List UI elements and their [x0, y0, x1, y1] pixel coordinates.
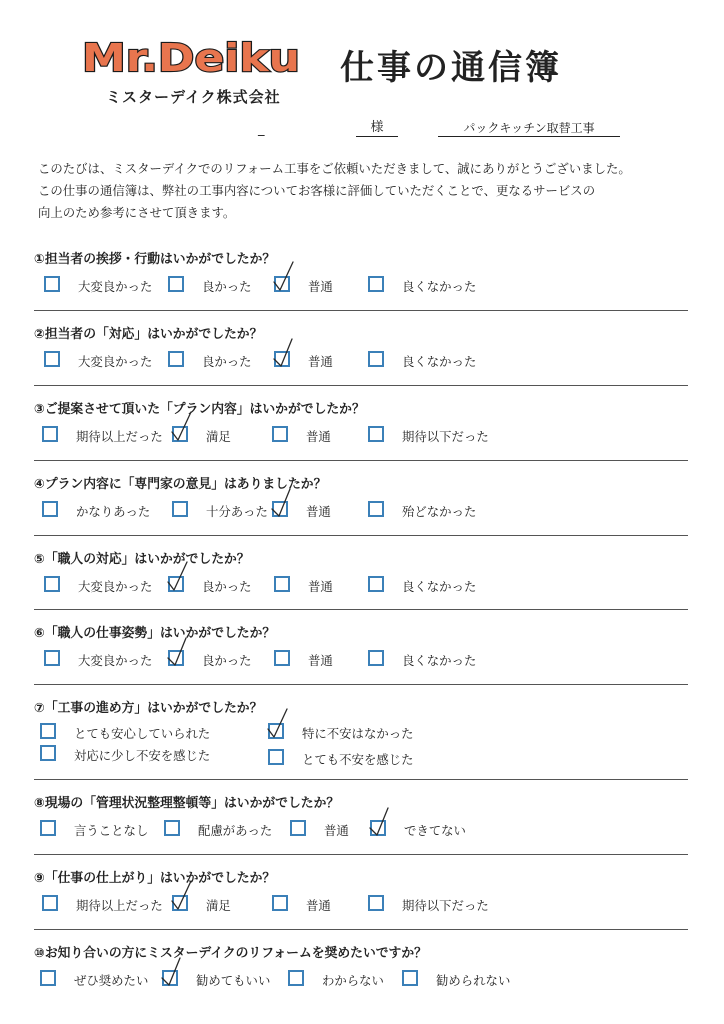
checkbox-icon[interactable]: [272, 426, 288, 442]
option-label: 十分あった: [206, 504, 268, 519]
page-title: 仕事の通信簿: [340, 48, 562, 88]
check-mark-icon: [368, 804, 392, 840]
checkbox-icon[interactable]: [272, 895, 288, 911]
checkbox-icon[interactable]: [42, 895, 58, 911]
checkbox-icon[interactable]: [290, 820, 306, 836]
checkbox-icon[interactable]: [268, 749, 284, 765]
option-label: 期待以下だった: [402, 429, 489, 444]
checkbox-icon[interactable]: [44, 576, 60, 592]
option-label: 言うことなし: [74, 823, 149, 838]
checkbox-icon[interactable]: [40, 723, 56, 739]
work-name: パックキッチン取替工事: [438, 120, 620, 137]
option-label: かなりあった: [76, 504, 151, 519]
option-label: ぜひ奨めたい: [74, 973, 149, 988]
option-label: 対応に少し不安を感じた: [74, 748, 211, 763]
checkbox-icon[interactable]: [168, 276, 184, 292]
option-label: 大変良かった: [78, 579, 153, 594]
check-mark-icon: [266, 707, 290, 743]
option-label: 満足: [206, 429, 231, 444]
section-divider: [34, 460, 688, 461]
option-label: 特に不安はなかった: [302, 726, 414, 741]
option-label: とても安心していられた: [74, 726, 211, 741]
section-divider: [34, 609, 688, 610]
check-mark-icon: [272, 335, 296, 371]
option-label: わからない: [322, 973, 384, 988]
option-label: 普通: [308, 279, 333, 294]
option-label: 期待以下だった: [402, 898, 489, 913]
customer-honorific: 様: [356, 120, 398, 137]
checkbox-icon[interactable]: [172, 501, 188, 517]
option-label: 良くなかった: [402, 653, 477, 668]
option-label: 殆どなかった: [402, 504, 477, 519]
question-7: ⑦「工事の進め方」はいかがでしたか？: [34, 701, 263, 716]
option-label: 良かった: [202, 579, 252, 594]
checkbox-icon[interactable]: [42, 426, 58, 442]
customer-name-blank: _: [258, 122, 265, 137]
option-label: 良かった: [202, 653, 252, 668]
check-mark-icon: [166, 560, 190, 596]
intro-line: 向上のため参考にさせて頂きます。: [38, 205, 236, 220]
option-label: 良くなかった: [402, 279, 477, 294]
option-label: 大変良かった: [78, 354, 153, 369]
option-label: 普通: [308, 579, 333, 594]
checkbox-icon[interactable]: [288, 970, 304, 986]
option-label: 普通: [306, 429, 331, 444]
checkbox-icon[interactable]: [42, 501, 58, 517]
option-label: 配慮があった: [198, 823, 273, 838]
checkbox-icon[interactable]: [368, 650, 384, 666]
question-1: ①担当者の挨拶・行動はいかがでしたか？: [34, 252, 276, 267]
checkbox-icon[interactable]: [40, 820, 56, 836]
section-divider: [34, 779, 688, 780]
checkbox-icon[interactable]: [40, 970, 56, 986]
option-label: 普通: [306, 504, 331, 519]
checkbox-icon[interactable]: [274, 650, 290, 666]
section-divider: [34, 854, 688, 855]
option-label: 良くなかった: [402, 579, 477, 594]
check-mark-icon: [160, 954, 184, 990]
section-divider: [34, 535, 688, 536]
option-label: 良かった: [202, 354, 252, 369]
check-mark-icon: [166, 634, 190, 670]
section-divider: [34, 684, 688, 685]
check-mark-icon: [272, 260, 296, 296]
section-divider: [34, 385, 688, 386]
option-label: 期待以上だった: [76, 429, 163, 444]
checkbox-icon[interactable]: [402, 970, 418, 986]
checkbox-icon[interactable]: [368, 501, 384, 517]
checkbox-icon[interactable]: [368, 426, 384, 442]
option-label: 普通: [324, 823, 349, 838]
option-label: 大変良かった: [78, 279, 153, 294]
mr-deiku-logo: [78, 34, 304, 80]
question-9: ⑨「仕事の仕上がり」はいかがでしたか？: [34, 871, 276, 886]
option-label: 期待以上だった: [76, 898, 163, 913]
option-label: 良かった: [202, 279, 252, 294]
checkbox-icon[interactable]: [44, 351, 60, 367]
section-divider: [34, 310, 688, 311]
checkbox-icon[interactable]: [164, 820, 180, 836]
intro-text: [38, 158, 698, 224]
option-label: 普通: [308, 653, 333, 668]
checkbox-icon[interactable]: [40, 745, 56, 761]
checkbox-icon[interactable]: [368, 276, 384, 292]
option-label: 満足: [206, 898, 231, 913]
option-label: できてない: [404, 823, 466, 838]
question-8: ⑧現場の「管理状況整理整頓等」はいかがでしたか？: [34, 796, 340, 811]
checkbox-icon[interactable]: [368, 351, 384, 367]
intro-line: この仕事の通信簿は、弊社の工事内容についてお客様に評価していただくことで、更なるサービスの: [38, 183, 596, 198]
option-label: とても不安を感じた: [302, 752, 414, 767]
question-3: ③ご提案させて頂いた「プラン内容」はいかがでしたか？: [34, 402, 365, 417]
option-label: 勧めてもいい: [196, 973, 271, 988]
question-10: ⑩お知り合いの方にミスターデイクのリフォームを奨めたいですか？: [34, 946, 427, 961]
checkbox-icon[interactable]: [368, 895, 384, 911]
option-label: 良くなかった: [402, 354, 477, 369]
checkbox-icon[interactable]: [44, 650, 60, 666]
check-mark-icon: [170, 410, 194, 446]
question-4: ④プラン内容に「専門家の意見」はありましたか？: [34, 477, 327, 492]
checkbox-icon[interactable]: [168, 351, 184, 367]
checkbox-icon[interactable]: [44, 276, 60, 292]
question-2: ②担当者の「対応」はいかがでしたか？: [34, 327, 263, 342]
checkbox-icon[interactable]: [274, 576, 290, 592]
intro-line: このたびは、ミスターデイクでのリフォーム工事をご依頼いただきまして、誠にありがとうございました。: [38, 161, 631, 176]
logo-text: Mr.Deiku: [82, 36, 300, 80]
company-name: ミスターデイク株式会社: [106, 88, 281, 106]
question-5: ⑤「職人の対応」はいかがでしたか？: [34, 552, 250, 567]
section-divider: [34, 929, 688, 930]
option-label: 大変良かった: [78, 653, 153, 668]
option-label: 普通: [308, 354, 333, 369]
option-label: 勧められない: [436, 973, 511, 988]
option-label: 普通: [306, 898, 331, 913]
check-mark-icon: [270, 485, 294, 521]
checkbox-icon[interactable]: [368, 576, 384, 592]
check-mark-icon: [170, 879, 194, 915]
question-6: ⑥「職人の仕事姿勢」はいかがでしたか？: [34, 626, 276, 641]
